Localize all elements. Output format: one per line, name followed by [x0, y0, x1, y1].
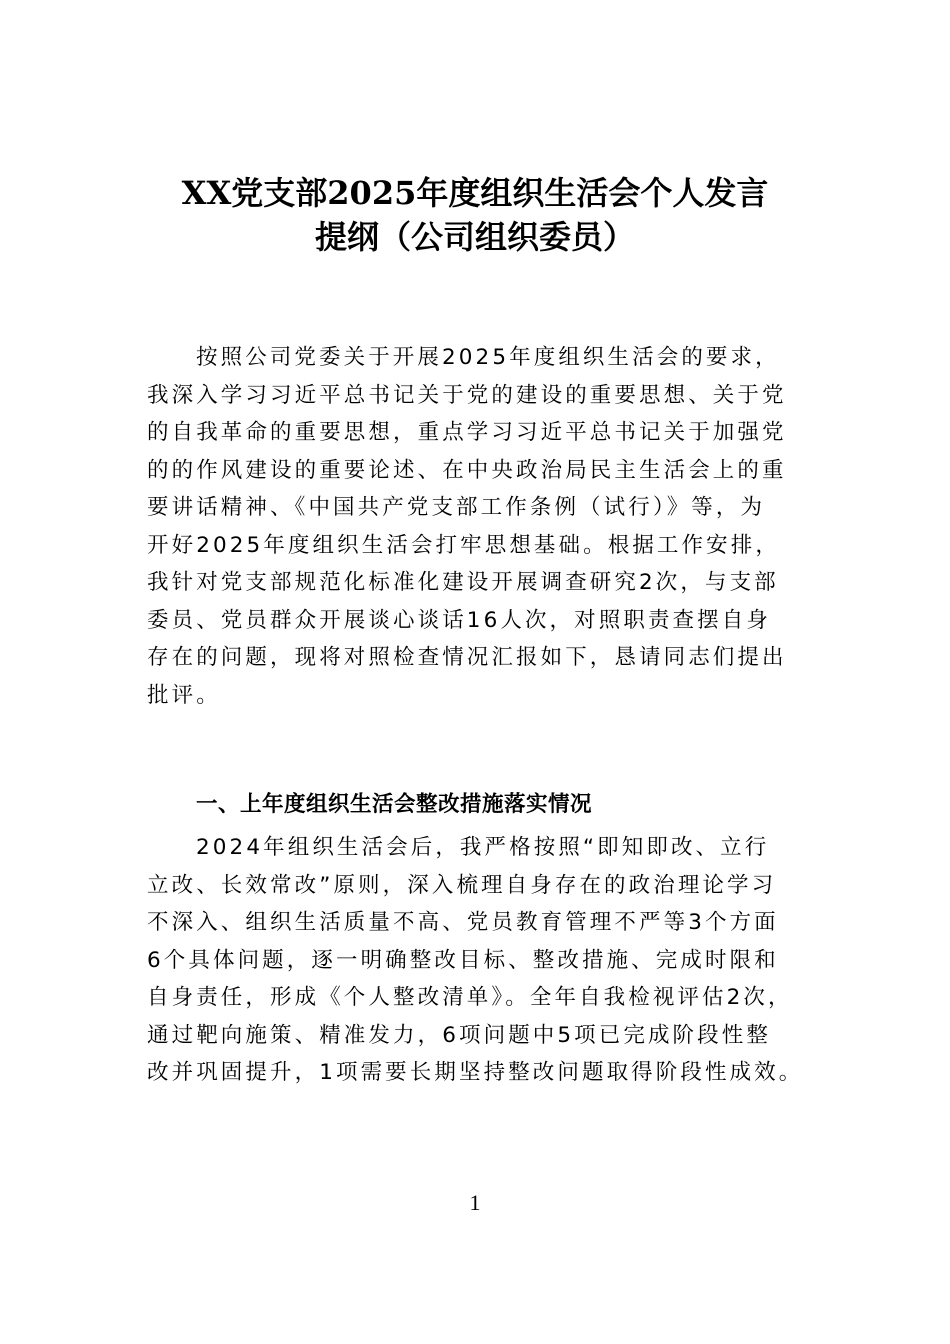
paragraph-line: 的自我革命的重要思想，重点学习习近平总书记关于加强党 [147, 420, 787, 445]
paragraph-line: 6个具体问题，逐一明确整改目标、整改措施、完成时限和 [147, 947, 779, 973]
paragraph-line: 改并巩固提升，1项需要长期坚持整改问题取得阶段性成效。 [147, 1060, 804, 1085]
paragraph-line: 的的作风建设的重要论述、在中央政治局民主生活会上的重 [147, 457, 787, 483]
paragraph-line: 不深入、组织生活质量不高、党员教育管理不严等3个方面 [147, 910, 779, 935]
paragraph-line: 按照公司党委关于开展2025年度组织生活会的要求， [196, 345, 780, 370]
paragraph-line: 要讲话精神、《中国共产党支部工作条例（试行）》等，为 [147, 495, 766, 520]
paragraph-line: 存在的问题，现将对照检查情况汇报如下，恳请同志们提出 [147, 645, 787, 670]
paragraph-line: 委员、党员群众开展谈心谈话16人次，对照职责查摆自身 [147, 607, 771, 633]
paragraph-line: 通过靶向施策、精准发力，6项问题中5项已完成阶段性整 [147, 1022, 771, 1048]
document-title-line-1: XX党支部2025年度组织生活会个人发言 [181, 174, 769, 212]
paragraph-line: 自身责任，形成《个人整改清单》。全年自我检视评估2次， [147, 985, 793, 1010]
document-title-line-2: 提纲（公司组织委员） [314, 218, 635, 256]
paragraph-line: 批评。 [147, 682, 221, 708]
paragraph-line: 我针对党支部规范化标准化建设开展调查研究2次，与支部 [147, 570, 779, 595]
paragraph-line: 立改、长效常改”原则，深入梳理自身存在的政治理论学习 [147, 872, 777, 898]
paragraph-line: 我深入学习习近平总书记关于党的建设的重要思想、关于党 [147, 382, 787, 408]
paragraph-line: 2024年组织生活会后，我严格按照“即知即改、立行 [196, 835, 770, 860]
intro-paragraph [147, 339, 807, 714]
page-number: 1 [469, 1190, 481, 1215]
section-1-paragraph [147, 829, 807, 1092]
paragraph-line: 开好2025年度组织生活会打牢思想基础。根据工作安排， [147, 532, 780, 558]
section-heading: 一、上年度组织生活会整改措施落实情况 [196, 792, 593, 817]
